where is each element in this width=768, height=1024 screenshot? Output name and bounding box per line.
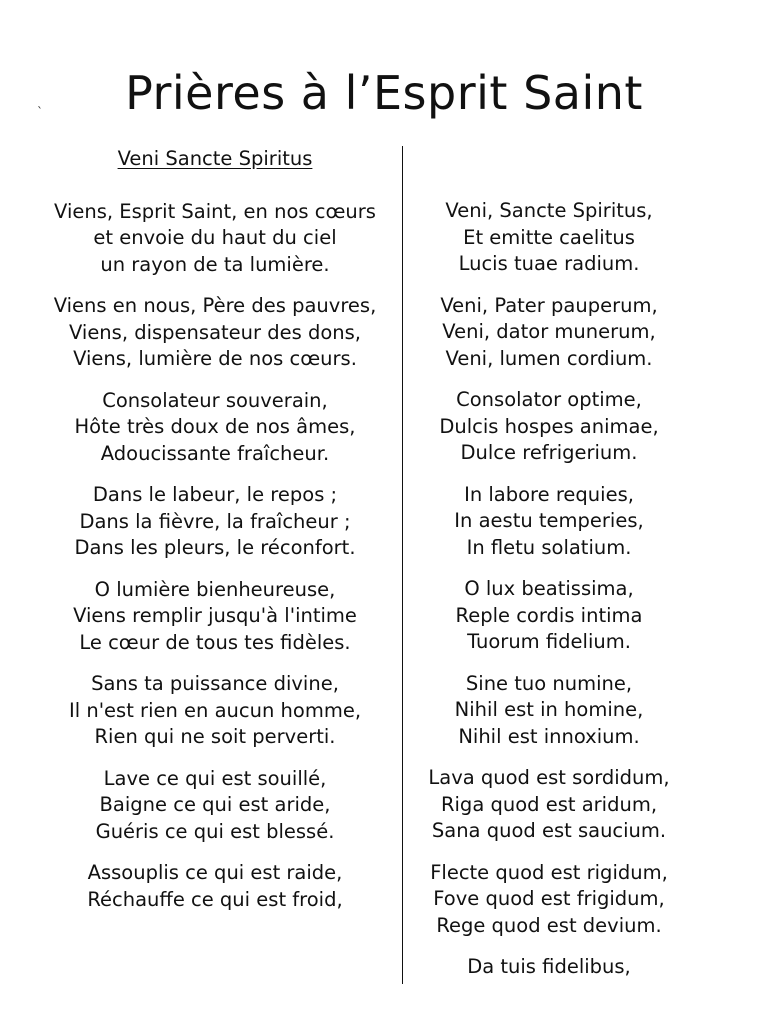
french-stanza-4 bbox=[26, 482, 404, 562]
french-line: Consolateur souverain, bbox=[102, 388, 328, 412]
latin-line: Veni, lumen cordium. bbox=[445, 346, 653, 370]
french-line: Viens, dispensateur des dons, bbox=[68, 320, 361, 344]
latin-stanza-1 bbox=[404, 198, 694, 278]
latin-line: Lava quod est sordidum, bbox=[428, 766, 670, 789]
latin-line: Rege quod est devium. bbox=[436, 913, 662, 937]
latin-stanza-9 bbox=[404, 954, 694, 981]
latin-line: O lux beatissima, bbox=[464, 577, 634, 600]
latin-line: Sine tuo numine, bbox=[465, 671, 633, 695]
french-line: Viens, Esprit Saint, en nos cœurs bbox=[54, 199, 376, 223]
french-line: Adoucissante fraîcheur. bbox=[100, 441, 330, 465]
section-heading: Veni Sancte Spiritus bbox=[117, 147, 313, 170]
french-stanza-3 bbox=[26, 388, 404, 468]
french-stanza-2 bbox=[26, 293, 404, 373]
french-stanza-6 bbox=[26, 671, 404, 751]
latin-line: In fletu solatium. bbox=[466, 535, 632, 559]
latin-line: Dulce refrigerium. bbox=[460, 441, 638, 464]
french-line: et envoie du haut du ciel bbox=[93, 226, 337, 249]
latin-stanza-2 bbox=[404, 293, 694, 373]
french-line: O lumière bienheureuse, bbox=[94, 577, 336, 601]
french-line: Viens, lumière de nos cœurs. bbox=[73, 347, 357, 370]
french-line: Il n'est rien en aucun homme, bbox=[68, 698, 362, 722]
french-line: Le cœur de tous tes fidèles. bbox=[79, 630, 351, 654]
french-line: Lave ce qui est souillé, bbox=[103, 766, 327, 790]
latin-line: Da tuis fidelibus, bbox=[467, 955, 631, 978]
french-stanza-8 bbox=[26, 860, 404, 913]
page-title: Prières à l’Esprit Saint bbox=[125, 65, 643, 120]
latin-line: Nihil est innoxium. bbox=[458, 724, 640, 748]
french-line: Dans le labeur, le repos ; bbox=[92, 483, 338, 506]
latin-line: Lucis tuae radium. bbox=[458, 252, 640, 275]
latin-line: Veni, dator munerum, bbox=[442, 320, 656, 343]
latin-line: Riga quod est aridum, bbox=[440, 792, 658, 816]
french-stanza-7 bbox=[26, 766, 404, 846]
french-stanza-1 bbox=[26, 199, 404, 279]
latin-stanza-6 bbox=[404, 671, 694, 751]
latin-stanza-3 bbox=[404, 387, 694, 467]
french-line: Viens remplir jusqu'à l'intime bbox=[73, 604, 357, 627]
latin-line: Consolator optime, bbox=[456, 388, 642, 411]
latin-line: Reple cordis intima bbox=[455, 603, 643, 627]
latin-line: Veni, Pater pauperum, bbox=[440, 293, 658, 317]
latin-line: Sana quod est saucium. bbox=[431, 819, 667, 842]
french-line: Baigne ce qui est aride, bbox=[99, 793, 331, 816]
french-line: Hôte très doux de nos âmes, bbox=[74, 415, 356, 438]
french-line: Viens en nous, Père des pauvres, bbox=[53, 294, 377, 317]
french-line: Dans la fièvre, la fraîcheur ; bbox=[79, 509, 351, 533]
french-column bbox=[26, 146, 404, 928]
latin-line: Dulcis hospes animae, bbox=[439, 414, 659, 438]
latin-column bbox=[404, 198, 694, 996]
french-stanza-5 bbox=[26, 577, 404, 657]
latin-line: Tuorum fidelium. bbox=[467, 630, 631, 653]
latin-line: Flecte quod est rigidum, bbox=[430, 860, 668, 884]
latin-stanza-5 bbox=[404, 576, 694, 656]
latin-line: In labore requies, bbox=[464, 482, 634, 506]
french-line: Réchauffe ce qui est froid, bbox=[87, 887, 343, 911]
latin-line: Et emitte caelitus bbox=[463, 225, 635, 249]
french-line: un rayon de ta lumière. bbox=[100, 252, 330, 276]
latin-line: In aestu temperies, bbox=[454, 509, 644, 532]
latin-stanza-8 bbox=[404, 860, 694, 940]
latin-stanza-4 bbox=[404, 482, 694, 562]
latin-line: Nihil est in homine, bbox=[454, 698, 644, 721]
french-line: Sans ta puissance divine, bbox=[91, 672, 339, 695]
french-line: Guéris ce qui est blessé. bbox=[95, 819, 335, 843]
stray-mark: ` bbox=[37, 105, 43, 119]
latin-stanza-7 bbox=[404, 765, 694, 845]
french-line: Assouplis ce qui est raide, bbox=[87, 861, 343, 884]
french-line: Dans les pleurs, le réconfort. bbox=[74, 536, 356, 559]
french-line: Rien qui ne soit perverti. bbox=[94, 725, 336, 748]
latin-line: Fove quod est frigidum, bbox=[433, 887, 665, 910]
latin-line: Veni, Sancte Spiritus, bbox=[445, 199, 653, 222]
